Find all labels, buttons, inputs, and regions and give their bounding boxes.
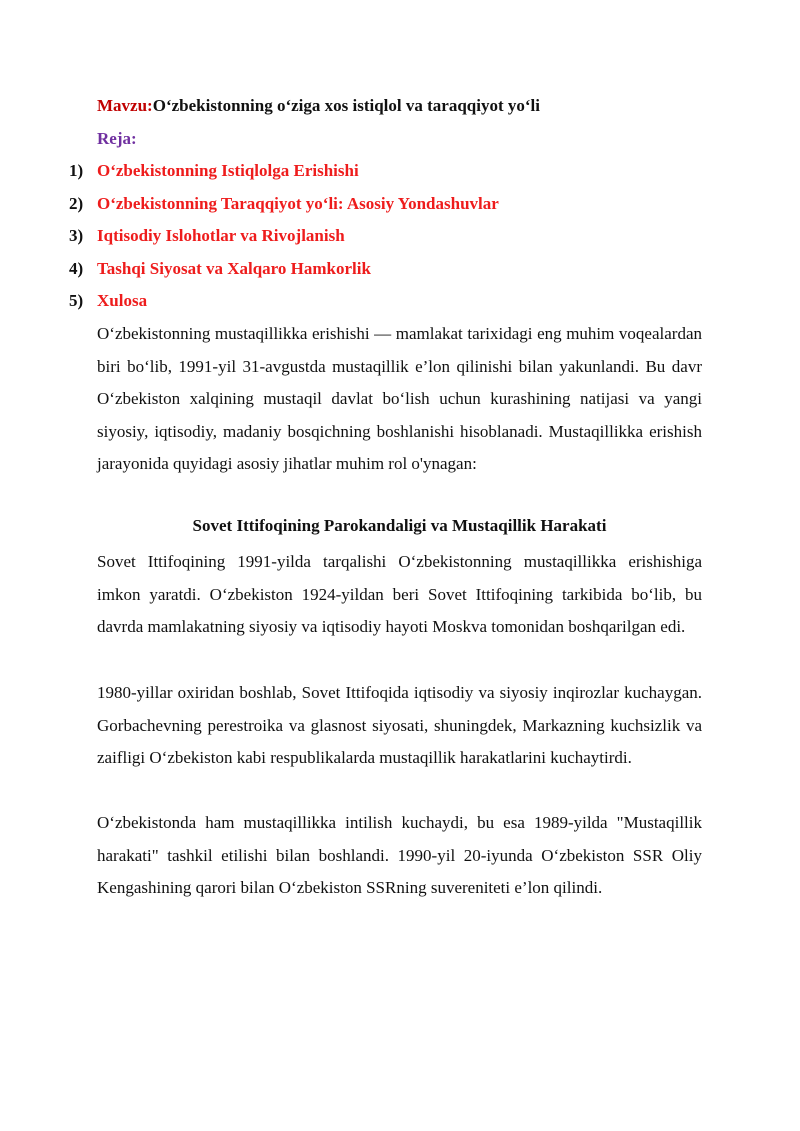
plan-item-text: Iqtisodiy Islohotlar va Rivojlanish bbox=[97, 226, 345, 245]
topic-title bbox=[97, 96, 540, 116]
plan-item-number: 4) bbox=[69, 258, 84, 278]
plan-item-number: 1) bbox=[69, 161, 84, 180]
section-paragraph-2: 1980-yillar oxiridan boshlab, Sovet Ittifoqida iqtisodiy va siyosiy inqirozlar kuchaygan. Gorbachevning perestroika va glasnost siyosati, shuningdek, Markazning kuchsizlik va zaifligi O‘zbekiston kabi respublikalarda mustaqillik harakatlarini kuchaytirdi. bbox=[97, 683, 702, 768]
plan-item-text: O‘zbekistonning Istiqlolga Erishishi bbox=[97, 161, 359, 180]
intro-paragraph: O‘zbekistonning mustaqillikka erishishi — mamlakat tarixidagi eng muhim voqealardan biri bo‘lib, 1991-yil 31-avgustda mustaqillik e’lon qilinishi bilan yakunlandi. Bu davr O‘zbekiston xalqining mustaqil davlat bo‘lish uchun kurashining natijasi va yangi siyosiy, iqtisodiy, madaniy bosqichning boshlanishi hisoblanadi. Mustaqillikka erishish jarayonida quyidagi asosiy jihatlar muhim rol o'ynagan: bbox=[97, 324, 702, 474]
section-paragraph-3: O‘zbekistonda ham mustaqillikka intilish kuchaydi, bu esa 1989-yilda "Mustaqillik harakati" tashkil etilishi bilan boshlandi. 1990-yil 20-iyunda O‘zbekiston SSR Oliy Kengashining qarori bilan O‘zbekiston SSRning suvereniteti e’lon qilindi. bbox=[97, 813, 702, 898]
plan-item-text: Xulosa bbox=[97, 291, 148, 310]
topic-lead-label: Mavzu: bbox=[97, 96, 153, 115]
plan-item bbox=[0, 259, 800, 292]
plan-item bbox=[0, 226, 800, 259]
plan-item-number: 2) bbox=[69, 193, 84, 213]
plan-item bbox=[0, 194, 800, 227]
plan-item-text: Tashqi Siyosat va Xalqaro Hamkorlik bbox=[97, 258, 371, 278]
plan-item-number: 3) bbox=[69, 226, 84, 245]
section-heading: Sovet Ittifoqining Parokandaligi va Mustaqillik Harakati bbox=[192, 516, 607, 535]
plan-item bbox=[0, 161, 800, 194]
plan-list bbox=[0, 161, 800, 324]
plan-item-text: O‘zbekistonning Taraqqiyot yo‘li: Asosiy Yondashuvlar bbox=[97, 193, 499, 213]
plan-label: Reja: bbox=[97, 129, 137, 148]
section-paragraph-1: Sovet Ittifoqining 1991-yilda tarqalishi O‘zbekistonning mustaqillikka erishishiga imkon yaratdi. O‘zbekiston 1924-yildan beri Sovet Ittifoqining tarkibida bo‘lib, bu davrda mamlakatning siyosiy va iqtisodiy hayoti Moskva tomonidan boshqarilgan edi. bbox=[97, 552, 702, 637]
plan-item-number: 5) bbox=[69, 291, 84, 310]
topic-text: O‘zbekistonning o‘ziga xos istiqlol va taraqqiyot yo‘li bbox=[152, 96, 540, 115]
